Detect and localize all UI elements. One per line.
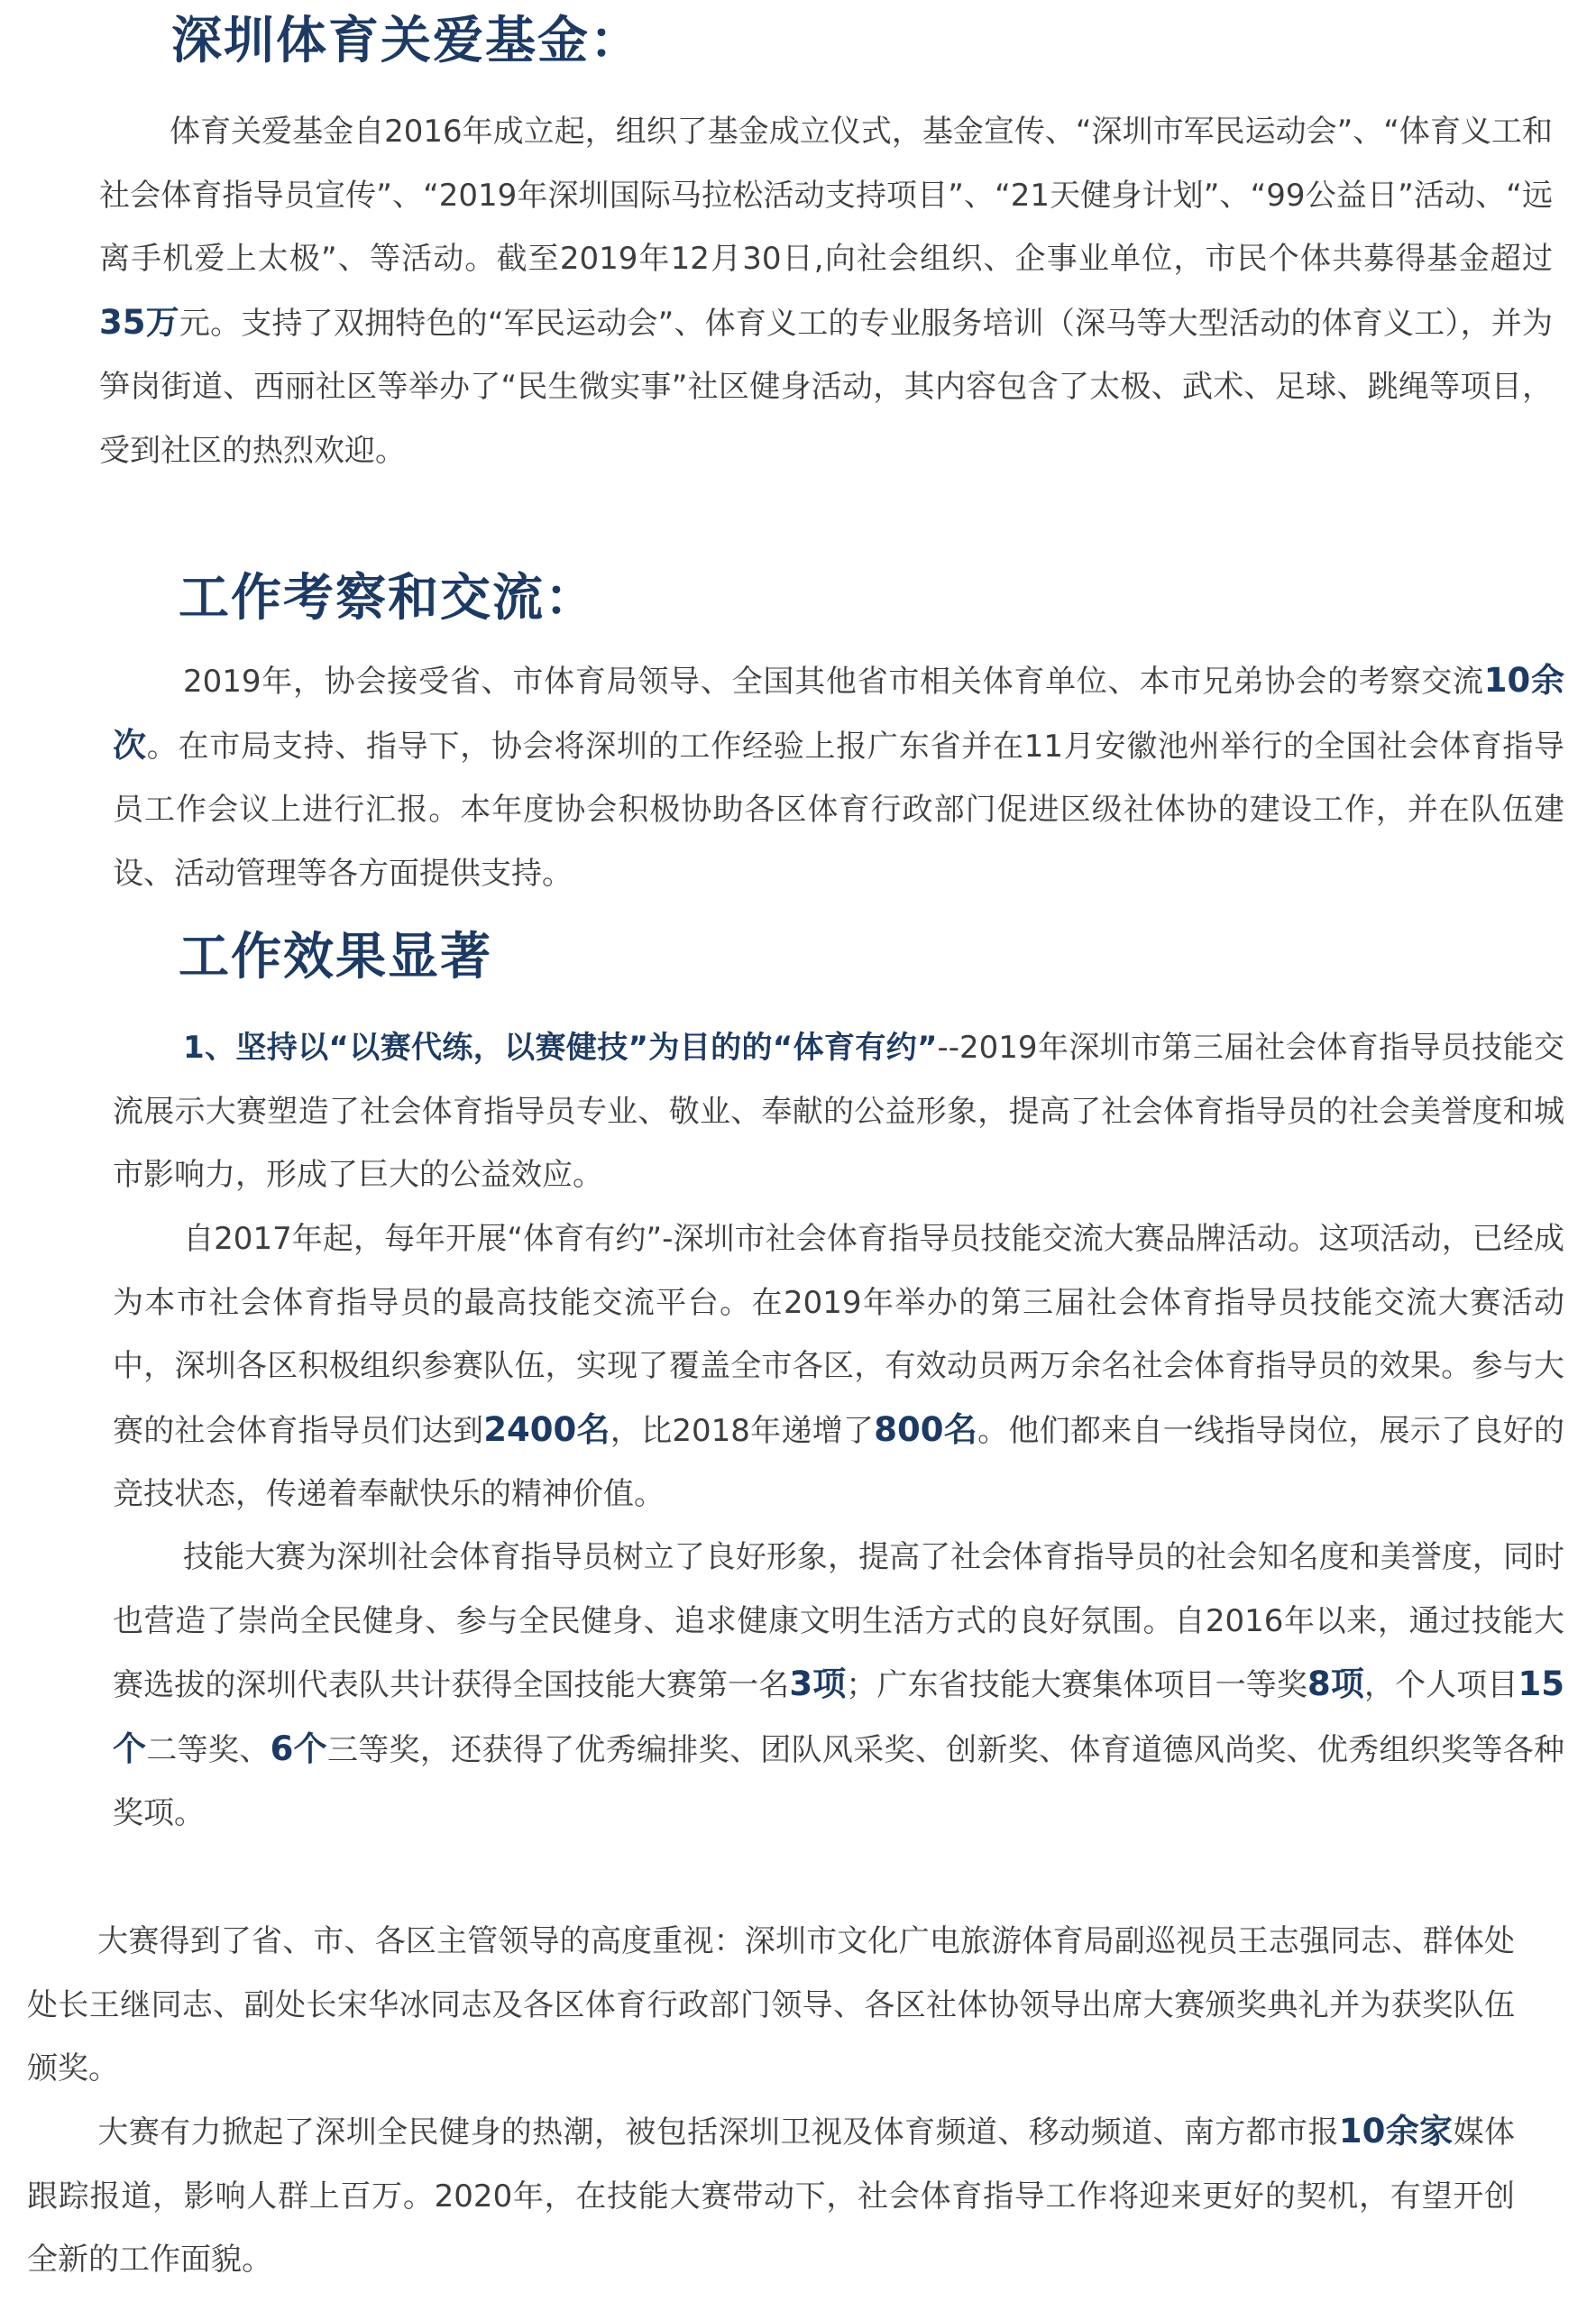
paragraph-text: --2019年深圳市第三届社会体育指导员技能交流展示大赛塑造了社会体育指导员专业、敬业、奉献的公益形象，提高了社会体育指导员的社会美誉度和城市影响力，形成了巨大的公益效应。	[113, 1030, 1564, 1193]
paragraph-leadership-attendance	[27, 1910, 1515, 2101]
highlight-participants: 2400名	[483, 1409, 610, 1449]
paragraph-text: 。在市局支持、指导下，协会将深圳的工作经验上报广东省并在11月安徽池州举行的全国社会体育指导员工作会议上进行汇报。本年度协会积极协助各区体育行政部门促进区级社体协的建设工作，并在队伍建设、活动管理等各方面提供支持。	[113, 728, 1564, 892]
highlight-third-prize: 6个	[270, 1729, 327, 1768]
highlight-amount: 35万	[99, 302, 179, 342]
paragraph-sports-care-fund	[99, 100, 1553, 482]
paragraph-media-coverage	[27, 2100, 1515, 2292]
paragraph-text: ，个人项目	[1363, 1667, 1518, 1703]
highlight-increase: 800名	[874, 1409, 978, 1449]
paragraph-text: ；广东省技能大赛集体项目一等奖	[846, 1667, 1307, 1703]
paragraph-text: 三等奖，还获得了优秀编排奖、团队风采奖、创新奖、体育道德风尚奖、优秀组织奖等各种奖项。	[113, 1731, 1565, 1831]
paragraph-text: 媒体跟踪报道，影响人群上百万。2020年，在技能大赛带动下，社会体育指导工作将迎来更好的契机，有望开创全新的工作面貌。	[27, 2114, 1516, 2278]
paragraph-inspection-exchange	[113, 649, 1564, 905]
paragraph-text: 二等奖、	[146, 1731, 271, 1768]
paragraph-text: 大赛有力掀起了深圳全民健身的热潮，被包括深圳卫视及体育频道、移动频道、南方都市报	[97, 2114, 1339, 2151]
subheading-sports-appointment: 1、坚持以“以赛代练，以赛健技”为目的的“体育有约”	[183, 1030, 938, 1066]
highlight-count: 10余次	[113, 661, 1564, 765]
paragraph-text: 。他们都来自一线指导岗位，展示了良好的竞技状态，传递着奉献快乐的精神价值。	[113, 1412, 1565, 1512]
paragraph-text: ，比2018年递增了	[610, 1412, 875, 1449]
highlight-second-prize: 15个	[113, 1664, 1565, 1768]
highlight-media-count: 10余家	[1338, 2112, 1454, 2151]
paragraph-text: 元。支持了双拥特色的“军民运动会”、体育义工的专业服务培训（深马等大型活动的体育义工），并为笋岗街道、西丽社区等举办了“民生微实事”社区健身活动，其内容包含了太极、武术、足球、跳绳等项目，受到社区的热烈欢迎。	[99, 305, 1553, 469]
section-title-work-results: 工作效果显著	[179, 928, 492, 986]
highlight-provincial-first: 8项	[1307, 1664, 1364, 1703]
highlight-national-first: 3项	[789, 1664, 847, 1703]
paragraph-text: 自2017年起，每年开展“体育有约”-深圳市社会体育指导员技能交流大赛品牌活动。这项活动，已经成为本市社会体育指导员的最高技能交流平台。在2019年举办的第三届社会体育指导员技能交流大赛活动中，深圳各区积极组织参赛队伍，实现了覆盖全市各区，有效动员两万余名社会体育指导员的效果。参与大赛的社会体育指导员们达到	[113, 1221, 1564, 1449]
paragraph-awards	[113, 1526, 1564, 1846]
paragraph-results-intro	[113, 1016, 1564, 1207]
paragraph-text: 体育关爱基金自2016年成立起，组织了基金成立仪式，基金宣传、“深圳市军民运动会”、“体育义工和社会体育指导员宣传”、“2019年深圳国际马拉松活动支持项目”、“21天健身计划”、“99公益日”活动、“远离手机爱上太极”、等活动。截至2019年12月30日,向社会组织、企事业单位，市民个体共募得基金超过	[99, 114, 1553, 277]
paragraph-text: 技能大赛为深圳社会体育指导员树立了良好形象，提高了社会体育指导员的社会知名度和美誉度，同时也营造了崇尚全民健身、参与全民健身、追求健康文明生活方式的良好氛围。自2016年以来，通过技能大赛选拔的深圳代表队共计获得全国技能大赛第一名	[113, 1539, 1564, 1703]
section-title-sports-care-fund: 深圳体育关爱基金：	[171, 12, 642, 70]
paragraph-text: 2019年，协会接受省、市体育局领导、全国其他省市相关体育单位、本市兄弟协会的考察交流	[183, 664, 1484, 700]
paragraph-text: 大赛得到了省、市、各区主管领导的高度重视：深圳市文化广电旅游体育局副巡视员王志强同志、群体处处长王继同志、副处长宋华冰同志及各区体育行政部门领导、各区社体协领导出席大赛颁奖典礼并为获奖队伍颁奖。	[27, 1923, 1515, 2086]
section-title-inspection-exchange: 工作考察和交流：	[179, 569, 597, 628]
paragraph-competition-history	[113, 1207, 1564, 1527]
